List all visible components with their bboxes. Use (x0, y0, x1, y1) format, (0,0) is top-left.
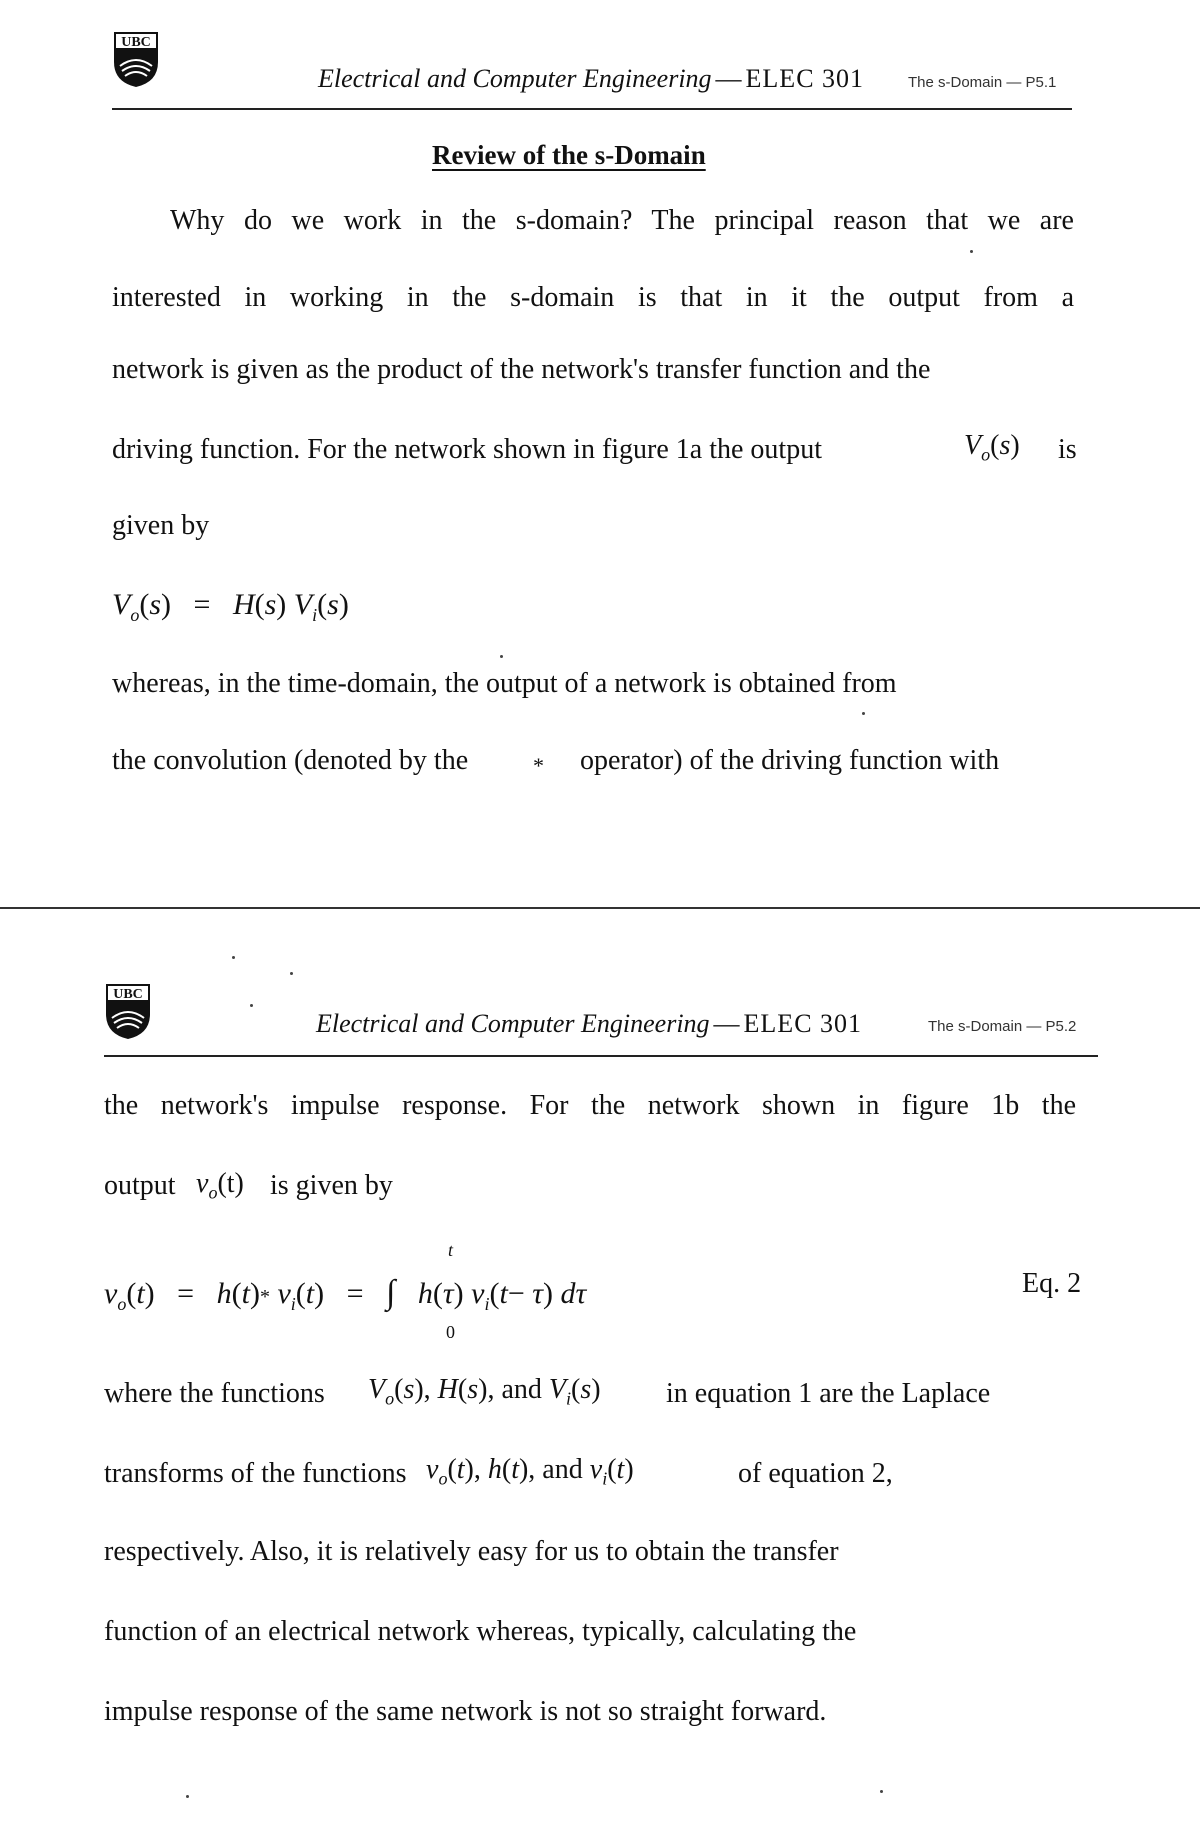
text-line: output (104, 1170, 176, 1201)
integral-lower-limit: 0 (446, 1322, 455, 1342)
svg-text:UBC: UBC (113, 987, 143, 1002)
inline-functions-s: $V_o(s)$, H(s), and $V_i(s)$ (368, 1374, 601, 1409)
page-header (318, 64, 864, 94)
svg-text:UBC: UBC (121, 35, 151, 50)
page-title: Review of the s-Domain (432, 140, 706, 170)
ubc-logo (104, 982, 152, 1040)
inline-vo-s: $V_o(s)$ (964, 430, 1020, 465)
page-code: The s-Domain — P5.2 (928, 1018, 1077, 1035)
equation-1: $V_o(s) = H(s)$ $V_i(s)$ (112, 588, 349, 625)
course-title: Electrical and Computer Engineering (318, 64, 712, 93)
text-line: whereas, in the time-domain, the output of a network is obtained from (112, 668, 897, 699)
text-line: impulse response of the same network is not so straight forward. (104, 1696, 827, 1727)
text-line: operator) of the driving function with (580, 745, 1000, 776)
page-2 (0, 900, 1200, 1847)
page-header (316, 1009, 862, 1039)
star-operator: * (533, 753, 544, 778)
scan-speck (250, 1004, 253, 1007)
text-line: function of an electrical network whereas, typically, calculating the (104, 1616, 857, 1647)
text-line: network is given as the product of the network's transfer function and the (112, 354, 931, 385)
text-line: in equation 1 are the Laplace (666, 1378, 991, 1409)
scan-speck (862, 712, 865, 715)
scan-speck (290, 972, 293, 975)
text-line: Why do we work in the s-domain? The principal reason that we are (170, 205, 1074, 236)
scan-speck (186, 1795, 189, 1798)
inline-vo-t: $v_o(t)$ (196, 1168, 244, 1203)
text-line: given by (112, 510, 210, 541)
text-line: the convolution (denoted by the (112, 745, 469, 776)
inline-functions-t: $v_o(t)$, h(t), and $v_i(t)$ (426, 1454, 634, 1489)
text-line: transforms of the functions (104, 1458, 407, 1489)
scan-speck (970, 250, 973, 253)
text-line: interested in working in the s-domain is that in it the output from a (112, 282, 1074, 313)
page-1 (0, 0, 1200, 900)
page-code: The s-Domain — P5.1 (908, 74, 1057, 91)
header-dash: — (715, 64, 742, 93)
header-dash: — (713, 1009, 740, 1038)
scan-speck (880, 1790, 883, 1793)
header-rule (104, 1055, 1098, 1057)
text-line: of equation 2, (738, 1458, 893, 1489)
text-line: respectively. Also, it is relatively easy for us to obtain the transfer (104, 1536, 839, 1567)
header-rule (112, 108, 1072, 110)
text-line-tail: is (1058, 434, 1077, 465)
text-line: driving function. For the network shown in figure 1a the output (112, 434, 822, 465)
ubc-logo (112, 30, 160, 88)
course-code: ELEC 301 (743, 1009, 863, 1038)
equation-label: Eq. 2 (1022, 1268, 1082, 1299)
scan-speck (500, 655, 503, 658)
integral-upper-limit: t (448, 1240, 454, 1260)
course-code: ELEC 301 (745, 64, 865, 93)
scan-speck (232, 956, 235, 959)
text-line: where the functions (104, 1378, 325, 1409)
text-line: the network's impulse response. For the network shown in figure 1b the (104, 1090, 1076, 1121)
course-title: Electrical and Computer Engineering (316, 1009, 710, 1038)
equation-2: $v_o(t) = h(t)*$ $v_i(t)$ = ∫ h(τ) $v_i(t- \tau)$ dτ (104, 1274, 587, 1314)
text-line: is given by (270, 1170, 393, 1201)
